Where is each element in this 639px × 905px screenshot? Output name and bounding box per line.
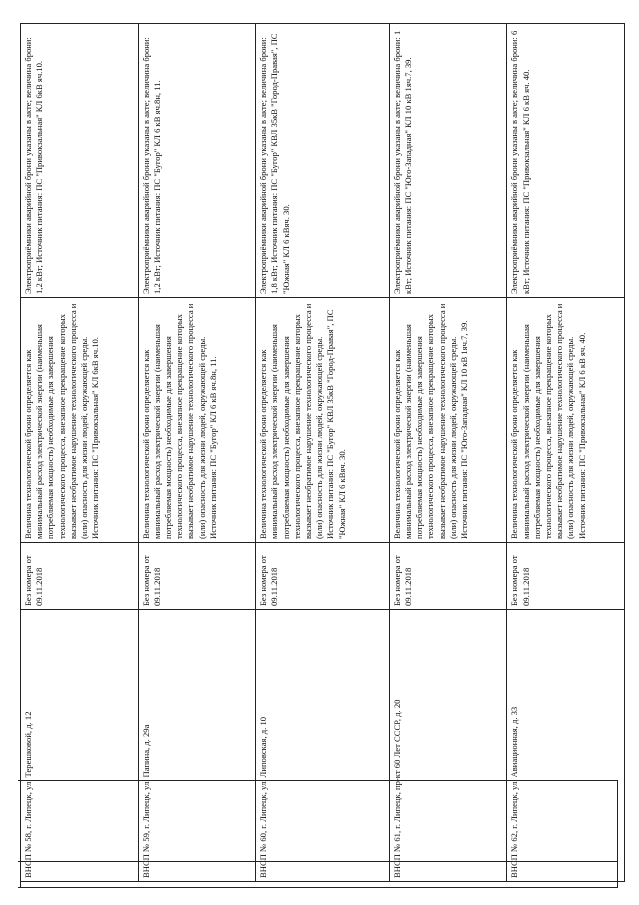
table-row — [138, 24, 256, 882]
table-row — [389, 24, 507, 882]
cell-act-number: Без номера от 09.11.2018 — [138, 543, 256, 610]
bottom-rule-1 — [18, 780, 618, 781]
cell-emergency-reserve: Электроприёмники аварийной брони указаны в акте; величина брони: 1,2 кВт; Источник питания: ПС "Привокзальная" КЛ 6кВ яч.10. — [21, 24, 139, 298]
cell-act-number: Без номера от 09.11.2018 — [507, 543, 625, 610]
cell-technological-reserve: Величина технологической брони определяется как минимальный расход электрической энергии (наименьшая потребляемая мощность) необходимые для завершения технологического процесса, внезапное прекращение которых вызывает необратимое нарушение технологического процесса и (или) опасность для жизни людей, окружающей среды. Источник питания: ПС "Привокзальная" КЛ 6кВ яч.10. — [21, 298, 139, 543]
cell-act-number: Без номера от 09.11.2018 — [21, 543, 139, 610]
cell-technological-reserve: Величина технологической брони определяется как минимальный расход электрической энергии (наименьшая потребляемая мощность) необходимые для завершения технологического процесса, внезапное прекращение которых вызывает необратимое нарушение технологического процесса и (или) опасность для жизни людей, окружающей среды. Источник питания: ПС "Юго-Западная" КЛ 10 кВ 1яч.7, 39. — [389, 298, 507, 543]
cell-object: ВНСП № 62, г. Липецк, ул. Авиационная, д. 33 — [507, 610, 625, 882]
cell-technological-reserve: Величина технологической брони определяется как минимальный расход электрической энергии (наименьшая потребляемая мощность) необходимые для завершения технологического процесса, внезапное прекращение которых вызывает необратимое нарушение технологического процесса и (или) опасность для жизни людей, окружающей среды. Источник питания: ПС "Привокзальная" КЛ 6 кВ яч. 40. — [507, 298, 625, 543]
cell-object: ВНСП № 61, г. Липецк, пр-кт 60 Лет СССР, д. 20 — [389, 610, 507, 882]
rotated-table-container — [20, 24, 625, 882]
cell-object: ВНСП № 58, г. Липецк, ул. Терешковой, д. 12 — [21, 610, 139, 882]
bottom-rule-3 — [18, 887, 618, 888]
cell-act-number: Без номера от 09.11.2018 — [256, 543, 389, 610]
table-row — [256, 24, 389, 882]
bottom-border-left — [20, 780, 21, 887]
bottom-rule-2 — [18, 861, 618, 862]
cell-emergency-reserve: Электроприёмники аварийной брони указаны в акте; величина брони: 6 кВт; Источник питания: ПС "Привокзальная" КЛ 6 кВ яч. 40. — [507, 24, 625, 298]
cell-act-number: Без номера от 09.11.2018 — [389, 543, 507, 610]
cell-technological-reserve: Величина технологической брони определяется как минимальный расход электрической энергии (наименьшая потребляемая мощность) необходимые для завершения технологического процесса, внезапное прекращение которых вызывает необратимое нарушение технологического процесса и (или) опасность для жизни людей, окружающей среды. Источник питания: ПС "Бугор" КЛ 6 кВ яч.8н, 11. — [138, 298, 256, 543]
cell-technological-reserve: Величина технологической брони определяется как минимальный расход электрической энергии (наименьшая потребляемая мощность) необходимые для завершения технологического процесса, внезапное прекращение которых вызывает необратимое нарушение технологического процесса и (или) опасность для жизни людей, окружающей среды. Источник питания: ПС "Бугор" КВЛ 35кВ "Город-Правая", ПС "Южная" КЛ 6 кВяч. 30. — [256, 298, 389, 543]
cell-emergency-reserve: Электроприёмники аварийной брони указаны в акте; величина брони: 1,8 кВт; Источник питания: ПС "Бугор" КВЛ 35кВ "Город-Правая", ПС "Южная" КЛ 6 кВяч. 30. — [256, 24, 389, 298]
cell-object: ВНСП № 59, г. Липецк, ул. Папина, д. 29а — [138, 610, 256, 882]
table-row — [21, 24, 139, 882]
bottom-border-right — [617, 780, 618, 887]
cell-emergency-reserve: Электроприёмники аварийной брони указаны в акте; величина брони: 1,2 кВт; Источник питания: ПС "Бугор" КЛ 6 кВ яч.8н, 11. — [138, 24, 256, 298]
table-row — [507, 24, 625, 882]
reservation-table — [20, 23, 625, 882]
cell-emergency-reserve: Электроприёмники аварийной брони указаны в акте; величина брони: 1 кВт; Источник питания: ПС "Юго-Западная" КЛ 10 кВ 1яч.7, 39. — [389, 24, 507, 298]
cell-object: ВНСП № 60, г. Липецк, ул. Липовская, д. 10 — [256, 610, 389, 882]
